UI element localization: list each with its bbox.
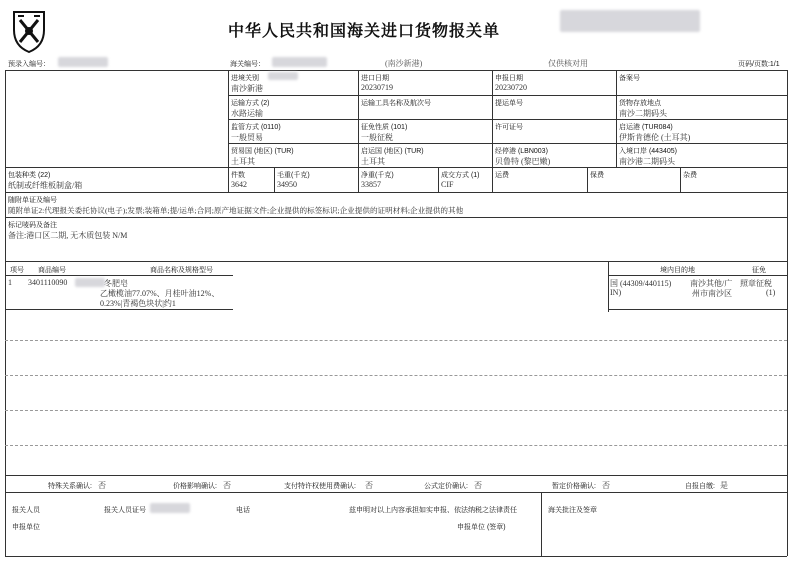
package-type-label: 包装种类 (22) <box>8 172 51 179</box>
freight-label: 运费 <box>495 172 509 179</box>
origin-country-label: 启运国 (地区) (TUR) <box>361 148 424 155</box>
trade-country-value: 土耳其 <box>231 157 255 166</box>
grid-line <box>274 167 275 192</box>
table-border <box>5 556 787 557</box>
goods-origin-line2: IN) <box>610 288 622 297</box>
grid-line <box>492 70 493 167</box>
entry-customs-label: 进境关别 <box>231 75 259 82</box>
transport-mode-value: 水路运输 <box>231 109 263 118</box>
grid-line <box>608 275 787 276</box>
license-label: 许可证号 <box>495 124 523 131</box>
self-pay-label: 自报自缴: <box>685 483 715 490</box>
goods-header-exemption: 征免 <box>752 267 766 274</box>
grid-line <box>228 95 787 96</box>
net-weight-value: 33857 <box>361 180 381 189</box>
special-relation-label: 特殊关系确认: <box>48 483 92 490</box>
goods-item-no: 1 <box>8 278 12 287</box>
goods-dest-line2: 州市南沙区 <box>692 289 732 298</box>
goods-header-name-spec: 商品名称及规格型号 <box>150 267 213 274</box>
redacted-block <box>272 57 327 67</box>
grid-line <box>358 167 359 192</box>
deal-mode-label: 成交方式 (1) <box>441 172 480 179</box>
customs-approval-label: 海关批注及签章 <box>548 507 597 514</box>
package-type-value: 纸制或纤维板制盒/箱 <box>8 181 83 190</box>
pieces-label: 件数 <box>231 172 245 179</box>
phone-label: 电话 <box>236 507 250 514</box>
self-pay-value: 是 <box>720 481 728 490</box>
entry-customs-value: 南沙新港 <box>231 84 263 93</box>
grid-line <box>5 309 233 310</box>
deal-mode-value: CIF <box>441 180 454 189</box>
declarer-label: 报关人员 <box>12 507 40 514</box>
copy-note: 仅供核对用 <box>548 59 588 68</box>
pieces-value: 3642 <box>231 180 247 189</box>
price-impact-label: 价格影响确认: <box>173 483 217 490</box>
grid-line <box>616 70 617 167</box>
grid-line <box>228 119 787 120</box>
grid-line <box>608 262 609 312</box>
storage-label: 货物存放地点 <box>619 100 661 107</box>
goods-name-line3: 0.23%|青褐色块状|约1 <box>100 299 176 308</box>
declare-unit-sign-label: 申报单位 (签章) <box>457 524 506 531</box>
customs-no-label: 海关编号： <box>230 61 265 68</box>
declaration-text: 兹申明对以上内容承担如实申报、依法纳税之法律责任 <box>349 507 517 514</box>
table-border <box>5 70 6 556</box>
provisional-price-value: 否 <box>602 481 610 490</box>
redacted-block <box>268 72 298 80</box>
misc-fee-label: 杂费 <box>683 172 697 179</box>
redacted-block <box>560 10 700 32</box>
docs-label: 随附单证及编号 <box>8 197 57 204</box>
goods-exempt-line2: (1) <box>766 288 776 297</box>
trade-country-label: 贸易国 (地区) (TUR) <box>231 148 294 155</box>
redacted-block <box>58 57 108 67</box>
page-number: 页码/页数:1/1 <box>738 61 780 68</box>
goods-row-separator <box>5 375 787 376</box>
supervision-value: 一般贸易 <box>231 133 263 142</box>
redacted-block <box>75 278 105 287</box>
grid-line <box>5 167 787 168</box>
remarks-value: 备注:港口区二期, 无木质包装 N/M <box>8 231 128 240</box>
pre-entry-label: 预录入编号： <box>8 61 50 68</box>
goods-dest-line1: 南沙其他/广 <box>690 279 733 288</box>
grid-line <box>5 492 787 493</box>
declare-date-label: 申报日期 <box>495 75 523 82</box>
declare-date-value: 20230720 <box>495 83 527 92</box>
goods-row-separator <box>5 445 787 446</box>
gross-weight-value: 34950 <box>277 180 297 189</box>
goods-header-code: 商品编号 <box>38 267 66 274</box>
remarks-label: 标记唛码及备注 <box>8 222 57 229</box>
departure-port-label: 启运港 (TUR084) <box>619 124 673 131</box>
grid-line <box>5 475 787 476</box>
departure-port-value: 伊斯肯德伦 (土耳其) <box>619 133 691 142</box>
grid-line <box>438 167 439 192</box>
bill-no-label: 提运单号 <box>495 100 523 107</box>
grid-line <box>587 167 588 192</box>
goods-name-line1: 冬肥皂 <box>104 279 128 288</box>
grid-line <box>358 70 359 167</box>
formula-price-value: 否 <box>474 481 482 490</box>
grid-line <box>680 167 681 192</box>
record-no-label: 备案号 <box>619 75 640 82</box>
import-date-value: 20230719 <box>361 83 393 92</box>
grid-line <box>5 275 233 276</box>
grid-line <box>5 217 787 218</box>
provisional-price-label: 暂定价格确认: <box>552 483 596 490</box>
entry-port-label: 入境口岸 (443405) <box>619 148 677 155</box>
goods-origin-line1: 国 (44309/440115) <box>610 279 672 288</box>
docs-value: 随附单证2:代理报关委托协议(电子);发票;装箱单;提/运单;合同;原产地证据文件;企业提供的标签标识;企业提供的证明材料;企业提供的其他 <box>8 206 464 215</box>
customs-emblem-icon <box>8 8 50 54</box>
net-weight-label: 净重(千克) <box>361 172 394 179</box>
declarer-cert-label: 报关人员证号 <box>104 507 146 514</box>
royalty-value: 否 <box>365 481 373 490</box>
exemption-label: 征免性质 (101) <box>361 124 408 131</box>
grid-line <box>5 261 787 262</box>
goods-name-line2: 乙橄榄油77.07%、月桂叶油12%、 <box>100 289 220 298</box>
goods-row-separator <box>5 340 787 341</box>
grid-line <box>5 192 787 193</box>
table-border <box>5 70 787 71</box>
transport-mode-label: 运输方式 (2) <box>231 100 270 107</box>
grid-line <box>608 309 787 310</box>
redacted-block <box>150 503 190 513</box>
supervision-label: 监管方式 (0110) <box>231 124 281 131</box>
port-value: (南沙新港) <box>385 59 423 68</box>
insurance-label: 保费 <box>590 172 604 179</box>
page-title: 中华人民共和国海关进口货物报关单 <box>228 23 501 40</box>
formula-price-label: 公式定价确认: <box>424 483 468 490</box>
transit-port-value: 贝鲁特 (黎巴嫩) <box>495 157 551 166</box>
special-relation-value: 否 <box>98 481 106 490</box>
goods-code: 3401110090 <box>28 278 68 287</box>
transport-tool-label: 运输工具名称及航次号 <box>361 100 431 107</box>
royalty-label: 支付特许权使用费确认: <box>284 483 356 490</box>
goods-row-separator <box>5 410 787 411</box>
transit-port-label: 经停港 (LBN003) <box>495 148 548 155</box>
gross-weight-label: 毛重(千克) <box>277 172 310 179</box>
grid-line <box>228 167 229 192</box>
exemption-value: 一般征税 <box>361 133 393 142</box>
origin-country-value: 土耳其 <box>361 157 385 166</box>
declare-unit-label: 申报单位 <box>12 524 40 531</box>
import-date-label: 进口日期 <box>361 75 389 82</box>
price-impact-value: 否 <box>223 481 231 490</box>
grid-line <box>228 143 787 144</box>
table-border <box>787 70 788 556</box>
goods-header-item-no: 项号 <box>10 267 24 274</box>
grid-line <box>492 167 493 192</box>
goods-header-dest: 境内目的地 <box>660 267 695 274</box>
storage-value: 南沙二期码头 <box>619 109 667 118</box>
goods-exempt-line1: 照章征税 <box>740 279 772 288</box>
grid-line <box>541 492 542 556</box>
entry-port-value: 南沙港二期码头 <box>619 157 675 166</box>
